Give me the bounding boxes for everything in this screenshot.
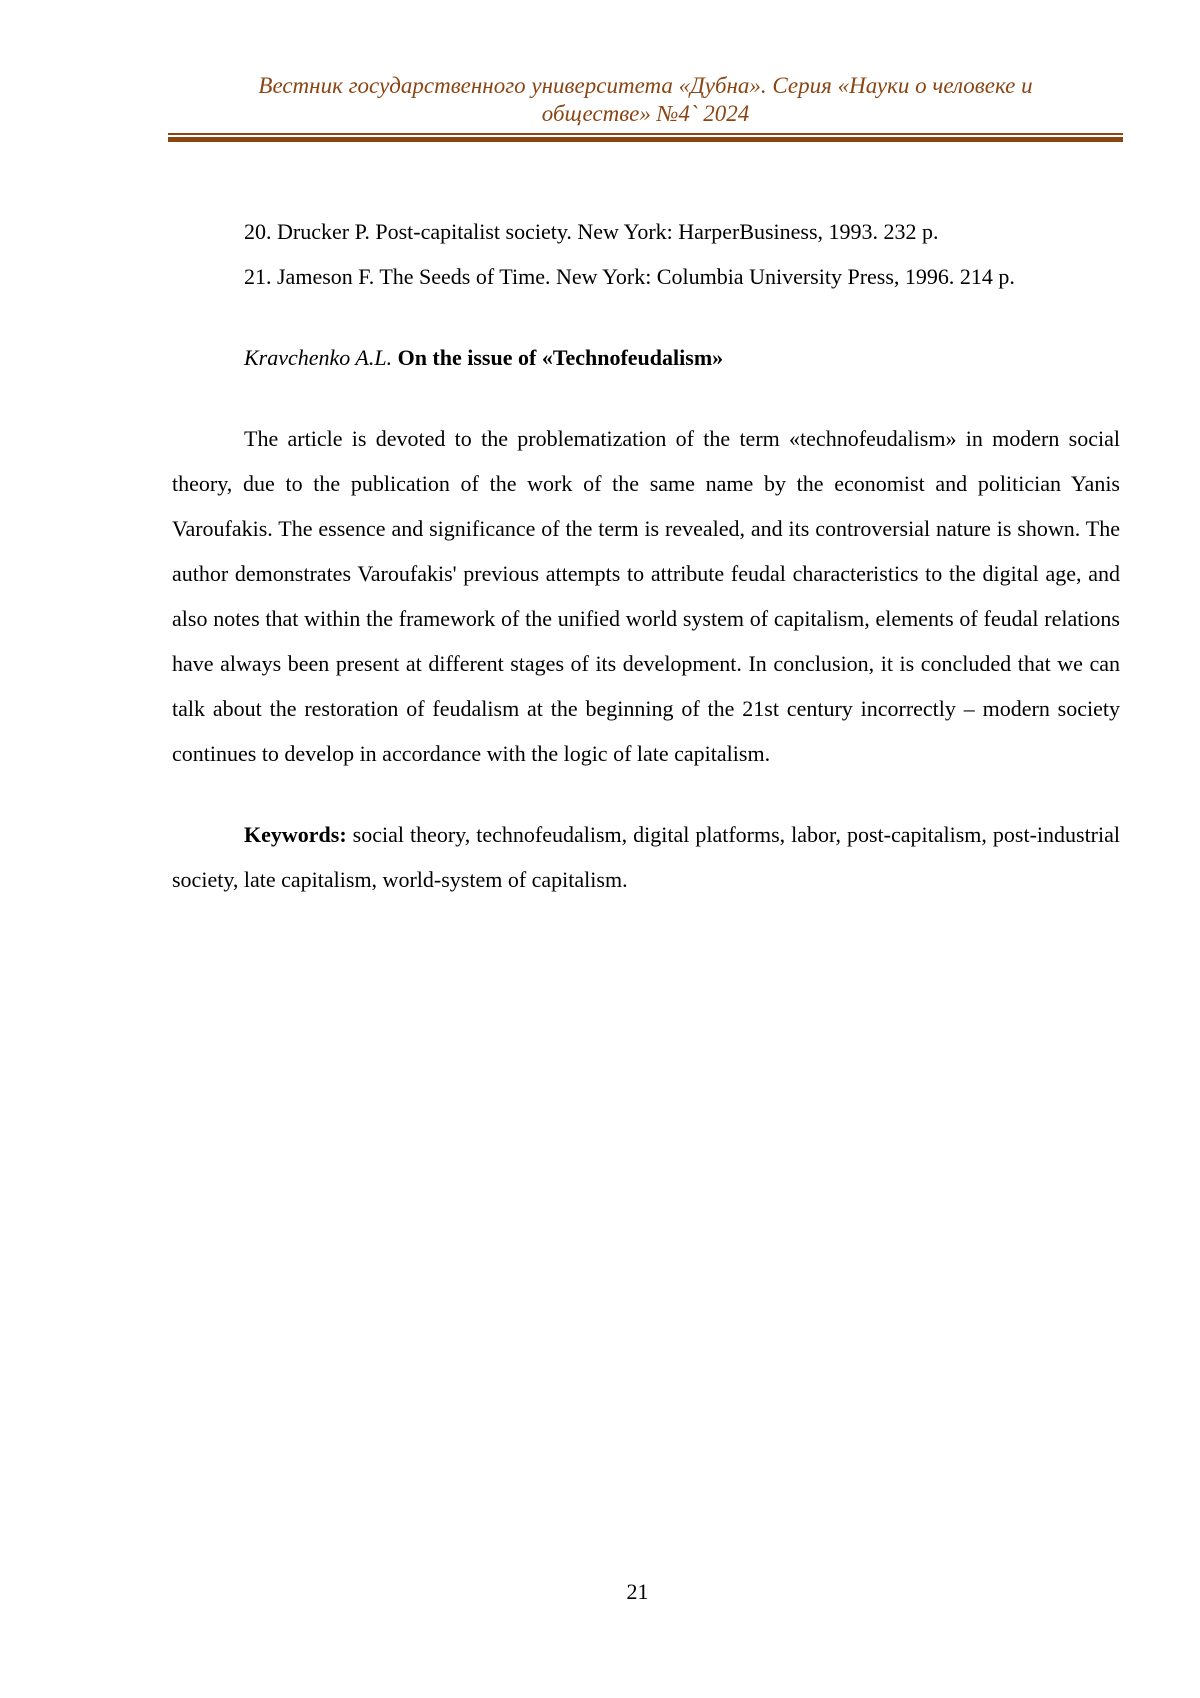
article-keywords xyxy=(172,812,1120,902)
article-abstract: The article is devoted to the problematization of the term «technofeudalism» in modern social theory, due to the publication of the work of the same name by the economist and politician Yanis Varoufakis. The essence and significance of the term is revealed, and its controversial nature is shown. The author demonstrates Varoufakis' previous attempts to attribute feudal characteristics to the digital age, and also notes that within the framework of the unified world system of capitalism, elements of feudal relations have always been present at different stages of its development. In conclusion, it is concluded that we can talk about the restoration of feudalism at the beginning of the 21st century incorrectly – modern society continues to develop in accordance with the logic of late capitalism. xyxy=(172,426,1120,766)
reference-item: 21. Jameson F. The Seeds of Time. New York: Columbia University Press, 1996. 214 p. xyxy=(244,264,1015,289)
keywords-text: social theory, technofeudalism, digital platforms, labor, post-capitalism, post-industrial society, late capitalism, world-system of capitalism. xyxy=(172,822,1120,892)
header-rule-thin xyxy=(168,133,1123,135)
reference-item: 20. Drucker P. Post-capitalist society. New York: HarperBusiness, 1993. 232 p. xyxy=(244,219,939,244)
article-author: Kravchenko A.L. xyxy=(244,345,393,370)
keywords-label: Keywords: xyxy=(244,822,347,847)
page-content xyxy=(172,209,1120,902)
header-rule-thick xyxy=(168,137,1123,142)
page-number: 21 xyxy=(626,1579,649,1604)
running-header xyxy=(168,72,1123,128)
article-title: On the issue of «Technofeudalism» xyxy=(397,345,724,370)
journal-title-line-1: Вестник государственного университета «Дубна». Серия «Науки о человеке и xyxy=(258,73,1033,98)
journal-title-line-2: обществе» №4` 2024 xyxy=(541,101,750,126)
article-heading xyxy=(244,335,1120,380)
